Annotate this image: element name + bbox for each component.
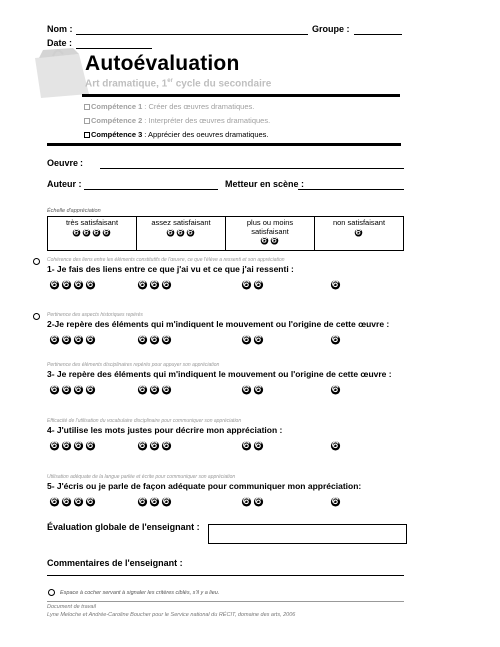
legend-text: Espace à cocher servant à signaler les critères ciblés, s'il y a lieu. [60, 590, 220, 596]
swirl-icon [73, 384, 84, 395]
swirl-icon [241, 496, 252, 507]
swirl-icon [149, 496, 160, 507]
footer-line-2: Lyne Meloche et Andrée-Caroline Boucher pour le Service national du RÉCIT, domaine des arts, 2006 [47, 612, 296, 618]
criterion-option-2[interactable] [137, 279, 173, 290]
swirl-icon [73, 440, 84, 451]
swirl-icon [102, 228, 111, 237]
page-subtitle: Art dramatique, 1er cycle du secondaire [85, 78, 272, 90]
scale-level-3 [226, 217, 315, 251]
criterion-note: Utilisation adéquate de la langue parlée et écrite pour communiquer son appréciation [47, 474, 236, 480]
swirl-icon [85, 440, 96, 451]
swirl-icon [161, 279, 172, 290]
criterion-option-1[interactable] [49, 279, 97, 290]
swirl-icon [330, 384, 341, 395]
swirl-icon [73, 279, 84, 290]
swirl-icon [85, 279, 96, 290]
auteur-field[interactable] [84, 189, 218, 190]
criterion-option-1[interactable] [49, 440, 97, 451]
metteur-field[interactable] [298, 189, 404, 190]
criterion-option-2[interactable] [137, 440, 173, 451]
criterion-question: 5- J'écris ou je parle de façon adéquate pour communiquer mon appréciation: [47, 481, 362, 491]
swirl-icon [85, 334, 96, 345]
swirl-icon [82, 228, 91, 237]
criterion-question: 3- Je repère des éléments qui m'indiquent le mouvement ou l'origine de cette œuvre : [47, 369, 392, 379]
scale-level-label: plus ou moins satisfaisant [246, 218, 294, 236]
scale-title: Échelle d'appréciation [47, 208, 101, 214]
swirl-icon [85, 384, 96, 395]
criterion-option-1[interactable] [49, 496, 97, 507]
criterion-option-3[interactable] [241, 384, 265, 395]
competence-3-checkbox[interactable] [84, 132, 90, 138]
scale-level-2 [137, 217, 226, 251]
scale-level-icons [315, 228, 403, 237]
competence-2-checkbox[interactable] [84, 118, 90, 124]
swirl-icon [253, 384, 264, 395]
footer-line-1: Document de travail [47, 604, 96, 610]
swirl-icon [241, 279, 252, 290]
page-title: Autoévaluation [85, 52, 240, 75]
swirl-icon [330, 496, 341, 507]
folder-graphic [33, 48, 93, 100]
swirl-icon [61, 334, 72, 345]
criterion-note: Cohérence des liens entre les éléments constitutifs de l'œuvre, ce que l'élève a ressenti et son appréciation [47, 257, 285, 263]
swirl-icon [161, 496, 172, 507]
swirl-icon [161, 440, 172, 451]
swirl-icon [85, 496, 96, 507]
swirl-icon [330, 334, 341, 345]
swirl-icon [61, 440, 72, 451]
swirl-icon [149, 384, 160, 395]
swirl-icon [49, 440, 60, 451]
scale-level-icons [137, 228, 225, 237]
swirl-icon [73, 334, 84, 345]
criterion-target-circle[interactable] [33, 313, 40, 320]
competence-1: Compétence 1 : Créer des œuvres dramatiques. [84, 102, 254, 111]
criterion-option-2[interactable] [137, 334, 173, 345]
scale-level-1 [48, 217, 137, 251]
criterion-option-3[interactable] [241, 496, 265, 507]
evaluation-label: Évaluation globale de l'enseignant : [47, 522, 200, 532]
groupe-field[interactable] [354, 34, 402, 35]
comments-label: Commentaires de l'enseignant : [47, 558, 183, 568]
swirl-icon [161, 384, 172, 395]
criterion-option-1[interactable] [49, 334, 97, 345]
swirl-icon [166, 228, 175, 237]
criterion-note: Pertinence des aspects historiques repérés [47, 312, 143, 318]
metteur-label: Metteur en scène : [225, 179, 305, 189]
swirl-icon [137, 440, 148, 451]
criterion-option-4[interactable] [330, 334, 342, 345]
criterion-target-circle[interactable] [33, 258, 40, 265]
criterion-question: 2-Je repère des éléments qui m'indiquent le mouvement ou l'origine de cette œuvre : [47, 319, 390, 329]
date-label: Date : [47, 38, 73, 48]
swirl-icon [49, 334, 60, 345]
competence-rule [47, 143, 401, 146]
criterion-question: 4- J'utilise les mots justes pour décrire mon appréciation : [47, 425, 283, 435]
swirl-icon [241, 334, 252, 345]
swirl-icon [61, 384, 72, 395]
swirl-icon [72, 228, 81, 237]
swirl-icon [253, 440, 264, 451]
swirl-icon [137, 496, 148, 507]
swirl-icon [149, 279, 160, 290]
swirl-icon [186, 228, 195, 237]
legend-circle [48, 589, 55, 596]
swirl-icon [49, 496, 60, 507]
groupe-label: Groupe : [312, 24, 350, 34]
nom-field[interactable] [76, 34, 308, 35]
oeuvre-field[interactable] [100, 168, 404, 169]
swirl-icon [330, 440, 341, 451]
auteur-label: Auteur : [47, 179, 82, 189]
scale-level-4 [315, 217, 404, 251]
comments-field[interactable] [47, 575, 404, 576]
criterion-option-3[interactable] [241, 334, 265, 345]
swirl-icon [253, 279, 264, 290]
criterion-note: Efficacité de l'utilisation du vocabulaire disciplinaire pour communiquer son appréciation [47, 418, 242, 424]
scale-level-label: assez satisfaisant [151, 218, 211, 227]
swirl-icon [176, 228, 185, 237]
scale-table [47, 216, 404, 251]
scale-level-label: très satisfaisant [65, 218, 119, 227]
criterion-option-4[interactable] [330, 440, 342, 451]
criterion-option-1[interactable] [49, 384, 97, 395]
criterion-option-3[interactable] [241, 279, 265, 290]
swirl-icon [137, 334, 148, 345]
swirl-icon [161, 334, 172, 345]
scale-level-label: non satisfaisant [332, 218, 386, 227]
criterion-question: 1- Je fais des liens entre ce que j'ai vu et ce que j'ai ressenti : [47, 264, 294, 274]
oeuvre-colon: : [80, 158, 83, 168]
criterion-option-2[interactable] [137, 496, 173, 507]
swirl-icon [49, 384, 60, 395]
swirl-icon [270, 236, 279, 245]
swirl-icon [354, 228, 363, 237]
scale-level-icons [48, 228, 136, 237]
competence-3: Compétence 3 : Apprécier des oeuvres dramatiques. [84, 130, 269, 139]
swirl-icon [49, 279, 60, 290]
swirl-icon [149, 440, 160, 451]
swirl-icon [137, 384, 148, 395]
title-rule [82, 94, 400, 97]
swirl-icon [61, 279, 72, 290]
swirl-icon [241, 384, 252, 395]
swirl-icon [92, 228, 101, 237]
swirl-icon [253, 496, 264, 507]
competence-1-checkbox[interactable] [84, 104, 90, 110]
swirl-icon [149, 334, 160, 345]
swirl-icon [260, 236, 269, 245]
swirl-icon [241, 440, 252, 451]
criterion-option-3[interactable] [241, 440, 265, 451]
swirl-icon [61, 496, 72, 507]
criterion-option-2[interactable] [137, 384, 173, 395]
nom-label: Nom : [47, 24, 73, 34]
criterion-note: Pertinence des éléments disciplinaires repérés pour appuyer son appréciation [47, 362, 220, 368]
criterion-option-4[interactable] [330, 496, 342, 507]
evaluation-box[interactable] [208, 524, 407, 544]
swirl-icon [137, 279, 148, 290]
swirl-icon [330, 279, 341, 290]
oeuvre-label: Oeuvre [47, 158, 79, 168]
competence-2: Compétence 2 : Interpréter des œuvres dramatiques. [84, 116, 270, 125]
swirl-icon [253, 334, 264, 345]
footer-rule [47, 601, 404, 602]
criterion-option-4[interactable] [330, 279, 342, 290]
criterion-option-4[interactable] [330, 384, 342, 395]
swirl-icon [73, 496, 84, 507]
scale-level-icons [226, 236, 314, 245]
